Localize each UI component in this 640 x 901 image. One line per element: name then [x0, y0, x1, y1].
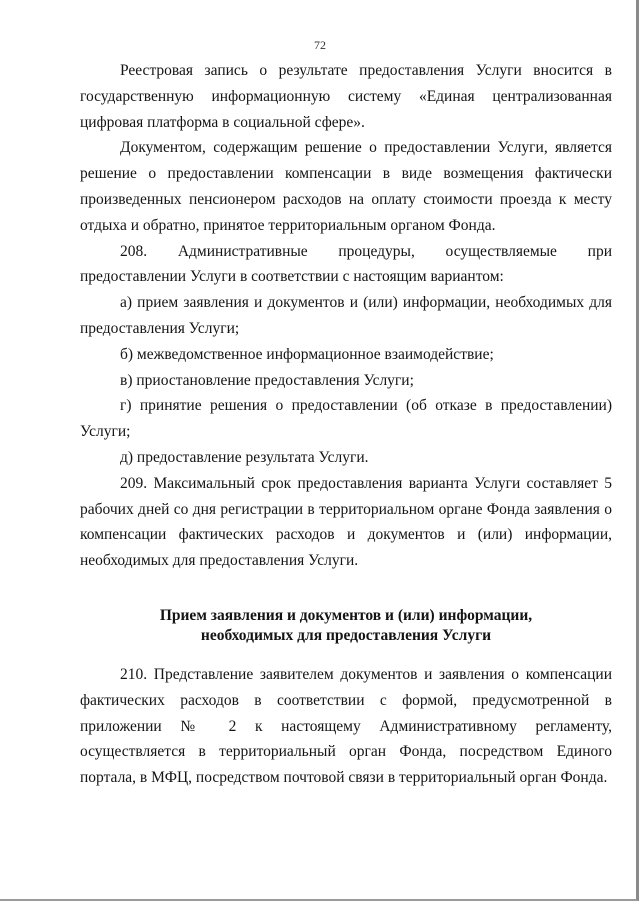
list-item-b: б) межведомственное информационное взаимодействие;	[120, 345, 494, 363]
section-heading	[80, 606, 612, 646]
paragraph-210: 210. Представление заявителем документов и заявления о компенсации фактических расходов в соответствии с формой, предусмотренной в приложении № 2 к настоящему Административному регламенту, осуществляется в территориальный орган Фонда, посредством Единого портала, в МФЦ, посредством почтовой связи в территориальный орган Фонда.	[80, 665, 612, 787]
paragraph-208: 208. Административные процедуры, осуществляемые при предоставлении Услуги в соответствии с настоящим вариантом:	[80, 242, 612, 286]
list-item-a: а) прием заявления и документов и (или) информации, необходимых для предоставления Услуги;	[80, 294, 612, 337]
paragraph-209: 209. Максимальный срок предоставления варианта Услуги составляет 5 рабочих дней со дня регистрации в территориальном органе Фонда заявления о компенсации фактических расходов и документов и (или) информации, необходимых для предоставления Услуги.	[80, 474, 612, 570]
list-item-v: в) приостановление предоставления Услуги;	[120, 371, 414, 389]
page-number: 72	[314, 38, 326, 52]
list-item-d: д) предоставление результата Услуги.	[120, 448, 369, 466]
list-item-g: г) принятие решения о предоставлении (об отказе в предоставлении) Услуги;	[80, 397, 612, 441]
paragraph-decision-document: Документом, содержащим решение о предоставлении Услуги, является решение о предоставлении компенсации в виде возмещения фактически произведенных пенсионером расходов на оплату стоимости проезда к месту отдыха и обратно, принятое территориальным органом Фонда.	[80, 139, 612, 234]
paragraph-registry-entry: Реестровая запись о результате предоставления Услуги вносится в государственную информационную систему «Единая централизованная цифровая платформа в социальной сфере».	[80, 62, 612, 131]
section-heading-line-2: необходимых для предоставления Услуги	[200, 626, 492, 644]
document-body	[80, 58, 612, 791]
section-heading-line-1: Прием заявления и документов и (или) информации,	[159, 606, 533, 624]
